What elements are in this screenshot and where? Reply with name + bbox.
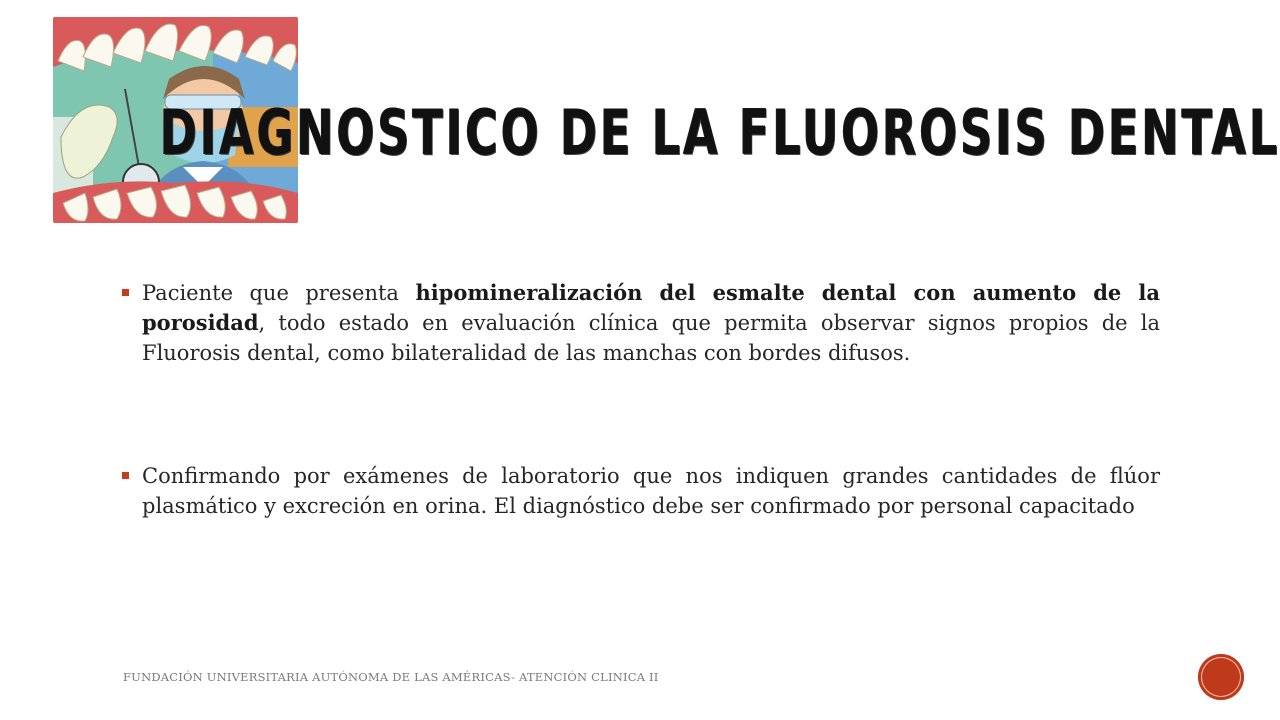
square-bullet-icon xyxy=(122,472,129,479)
bullet-item-1 xyxy=(120,278,1160,368)
bullet-2-prefix: Confirmando por exámenes de laboratorio que nos indiquen grandes cantidades de flúor plasmático y excreción en orina. El diagnóstico debe ser confirmado por personal capacitado xyxy=(142,464,1160,518)
page-number-badge xyxy=(1198,654,1244,700)
bullet-text-1 xyxy=(142,278,1160,368)
slide-footer: FUNDACIÓN UNIVERSITARIA AUTÓNOMA DE LAS AMÉRICAS- ATENCIÓN CLINICA II xyxy=(123,670,659,684)
page-number xyxy=(1198,654,1244,700)
bullet-1-suffix: , todo estado en evaluación clínica que permita observar signos propios de la Fluorosis dental, como bilateralidad de las manchas con bordes difusos. xyxy=(142,311,1160,365)
slide-title: DIAGNOSTICO DE LA FLUOROSIS DENTAL xyxy=(160,96,1280,169)
bullet-text-2 xyxy=(142,461,1160,521)
bullet-item-2 xyxy=(120,461,1160,521)
square-bullet-icon xyxy=(122,289,129,296)
bullet-1-bold: hipomineralización del esmalte dental con aumento de la porosidad xyxy=(142,280,1160,335)
bullet-list xyxy=(120,278,1160,521)
bullet-1-prefix: Paciente que presenta xyxy=(142,281,416,305)
